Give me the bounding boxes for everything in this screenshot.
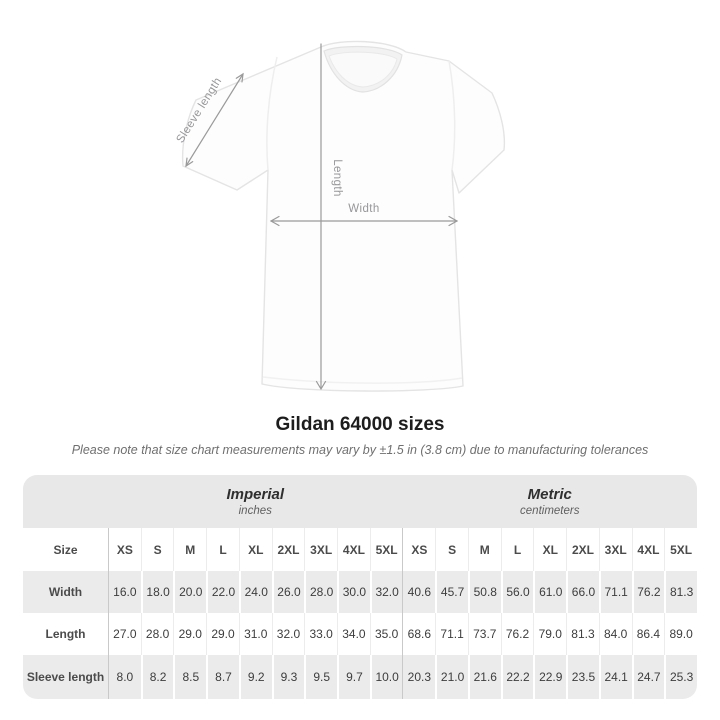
metric-unit: centimeters bbox=[520, 505, 580, 517]
row-label-length: Length bbox=[45, 627, 86, 641]
value-cell: 21.6 bbox=[468, 655, 501, 699]
value-cell: 73.7 bbox=[468, 613, 501, 655]
sleeve-length-label: Sleeve length bbox=[174, 75, 225, 146]
value-cell: 8.7 bbox=[206, 655, 239, 699]
value-cell: 31.0 bbox=[239, 613, 272, 655]
page-title: Gildan 64000 sizes bbox=[275, 414, 445, 435]
value-cell: 21.0 bbox=[435, 655, 468, 699]
value-cell: 81.3 bbox=[566, 613, 599, 655]
value-cell: 29.0 bbox=[206, 613, 239, 655]
title-block bbox=[0, 414, 720, 457]
value-cell: 29.0 bbox=[173, 613, 206, 655]
value-cell: 22.9 bbox=[533, 655, 566, 699]
value-cell: 20.0 bbox=[173, 571, 206, 613]
value-cell: 22.2 bbox=[501, 655, 534, 699]
length-row bbox=[23, 613, 697, 655]
value-cell: 68.6 bbox=[402, 613, 435, 655]
size-cell: XS bbox=[402, 528, 435, 571]
value-cell: 66.0 bbox=[566, 571, 599, 613]
value-cell: 86.4 bbox=[632, 613, 665, 655]
value-cell: 9.7 bbox=[337, 655, 370, 699]
value-cell: 24.7 bbox=[632, 655, 665, 699]
value-cell: 61.0 bbox=[533, 571, 566, 613]
value-cell: 8.2 bbox=[141, 655, 174, 699]
size-cell: 3XL bbox=[304, 528, 337, 571]
size-header-cell: Size bbox=[53, 542, 78, 557]
value-cell: 25.3 bbox=[664, 655, 697, 699]
size-chart-table bbox=[23, 475, 697, 699]
value-cell: 8.5 bbox=[173, 655, 206, 699]
imperial-unit: inches bbox=[238, 505, 272, 517]
value-cell: 23.5 bbox=[566, 655, 599, 699]
value-cell: 71.1 bbox=[599, 571, 632, 613]
size-cell: L bbox=[501, 528, 534, 571]
size-cell: M bbox=[468, 528, 501, 571]
value-cell: 9.2 bbox=[239, 655, 272, 699]
value-cell: 22.0 bbox=[206, 571, 239, 613]
value-cell: 71.1 bbox=[435, 613, 468, 655]
size-cell: 5XL bbox=[664, 528, 697, 571]
imperial-label: Imperial bbox=[226, 486, 285, 503]
value-cell: 20.3 bbox=[402, 655, 435, 699]
value-cell: 9.5 bbox=[304, 655, 337, 699]
value-cell: 18.0 bbox=[141, 571, 174, 613]
value-cell: 81.3 bbox=[664, 571, 697, 613]
size-header-row bbox=[23, 528, 697, 571]
value-cell: 9.3 bbox=[272, 655, 305, 699]
width-label: Width bbox=[348, 203, 380, 215]
value-cell: 84.0 bbox=[599, 613, 632, 655]
width-row bbox=[23, 571, 697, 613]
value-cell: 89.0 bbox=[664, 613, 697, 655]
value-cell: 27.0 bbox=[108, 613, 141, 655]
value-cell: 34.0 bbox=[337, 613, 370, 655]
size-cell: XL bbox=[239, 528, 272, 571]
value-cell: 28.0 bbox=[141, 613, 174, 655]
size-cell: 2XL bbox=[566, 528, 599, 571]
value-cell: 76.2 bbox=[632, 571, 665, 613]
size-cell: L bbox=[206, 528, 239, 571]
value-cell: 40.6 bbox=[402, 571, 435, 613]
arrowhead-sleeve-top-icon bbox=[236, 74, 243, 82]
value-cell: 16.0 bbox=[108, 571, 141, 613]
value-cell: 24.1 bbox=[599, 655, 632, 699]
size-cell: XL bbox=[533, 528, 566, 571]
size-cell: 4XL bbox=[337, 528, 370, 571]
size-cell: XS bbox=[108, 528, 141, 571]
value-cell: 76.2 bbox=[501, 613, 534, 655]
imperial-section-header bbox=[108, 475, 403, 528]
length-label: Length bbox=[331, 159, 343, 197]
value-cell: 35.0 bbox=[370, 613, 403, 655]
value-cell: 8.0 bbox=[108, 655, 141, 699]
size-cell: 2XL bbox=[272, 528, 305, 571]
size-cell: M bbox=[173, 528, 206, 571]
value-cell: 50.8 bbox=[468, 571, 501, 613]
value-cell: 33.0 bbox=[304, 613, 337, 655]
tolerance-note: Please note that size chart measurements may vary by ±1.5 in (3.8 cm) due to manufacturing tolerances bbox=[71, 443, 649, 457]
value-cell: 45.7 bbox=[435, 571, 468, 613]
metric-section-header bbox=[403, 475, 698, 528]
row-label-sleeve-length: Sleeve length bbox=[26, 670, 105, 684]
value-cell: 32.0 bbox=[370, 571, 403, 613]
value-cell: 26.0 bbox=[272, 571, 305, 613]
row-label-width: Width bbox=[48, 585, 83, 599]
header-corner bbox=[23, 475, 108, 528]
size-cell: 5XL bbox=[370, 528, 403, 571]
size-cell: S bbox=[435, 528, 468, 571]
sleeve-length-row bbox=[23, 655, 697, 699]
size-cell: S bbox=[141, 528, 174, 571]
metric-label: Metric bbox=[527, 486, 572, 503]
value-cell: 24.0 bbox=[239, 571, 272, 613]
size-cell: 3XL bbox=[599, 528, 632, 571]
value-cell: 10.0 bbox=[370, 655, 403, 699]
size-cell: 4XL bbox=[632, 528, 665, 571]
value-cell: 28.0 bbox=[304, 571, 337, 613]
value-cell: 32.0 bbox=[272, 613, 305, 655]
value-cell: 79.0 bbox=[533, 613, 566, 655]
value-cell: 30.0 bbox=[337, 571, 370, 613]
unit-header-row bbox=[23, 475, 697, 528]
value-cell: 56.0 bbox=[501, 571, 534, 613]
